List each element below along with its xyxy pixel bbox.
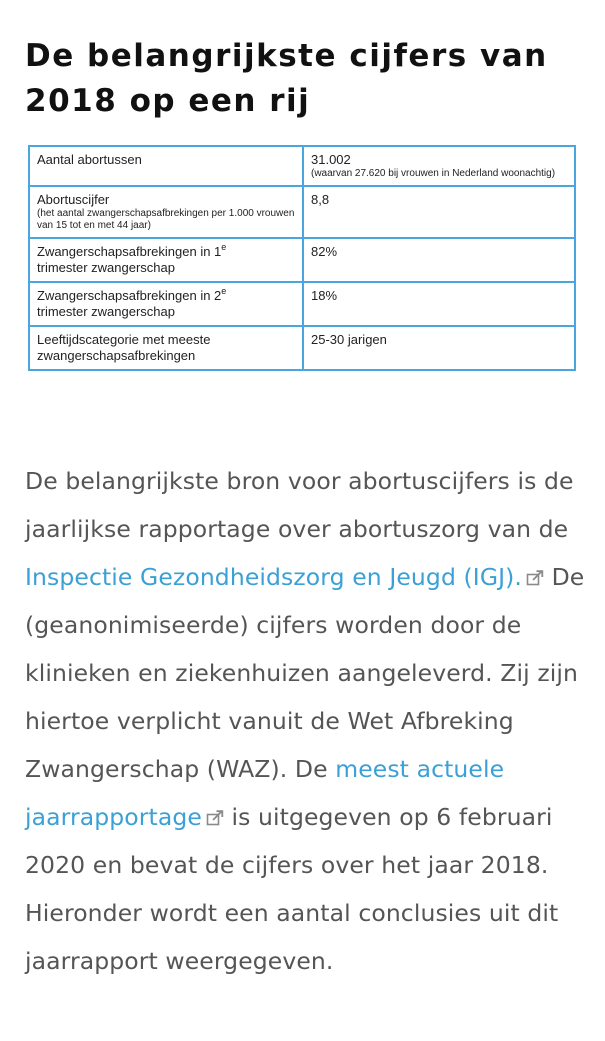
row-label: Leeftijdscategorie met meeste zwangerschapsafbrekingen <box>37 332 211 363</box>
table-cell-value <box>303 282 575 326</box>
table-row <box>29 186 575 238</box>
table-cell-label <box>29 146 303 186</box>
row-label-note: (het aantal zwangerschapsafbrekingen per 1.000 vrouwen van 15 tot en met 44 jaar) <box>37 208 295 231</box>
row-value: 31.002 <box>311 152 351 167</box>
paragraph-text: is uitgegeven op 6 februari 2020 en bevat de cijfers over het jaar 2018. Hieronder wordt een aantal conclusies uit dit jaarrapport weergegeven. <box>25 803 559 975</box>
row-label: Zwangerschapsafbrekingen in 2 <box>37 288 222 303</box>
table-cell-label <box>29 186 303 238</box>
annual-report-link[interactable]: meest actuele jaarrapportage <box>25 755 505 831</box>
row-value: 25-30 jarigen <box>311 332 387 347</box>
key-figures-table <box>28 145 576 371</box>
external-link-icon[interactable] <box>526 554 544 570</box>
table-cell-value <box>303 326 575 370</box>
table-cell-label <box>29 238 303 282</box>
row-value-note: (waarvan 27.620 bij vrouwen in Nederland woonachtig) <box>311 168 556 179</box>
table-cell-value <box>303 186 575 238</box>
row-label-superscript: e <box>221 286 227 296</box>
paragraph-text: De belangrijkste bron voor abortuscijfers is de jaarlijkse rapportage over abortuszorg van de <box>25 467 574 543</box>
row-value: 18% <box>311 288 338 303</box>
row-label: Aantal abortussen <box>37 152 142 167</box>
table-cell-label <box>29 326 303 370</box>
row-label: Abortuscijfer <box>37 192 110 207</box>
row-label-continued: trimester zwangerschap <box>37 260 175 275</box>
table-cell-value <box>303 238 575 282</box>
paragraph-text: De (geanonimiseerde) cijfers worden door de klinieken en ziekenhuizen aangeleverd. Zij zijn hiertoe verplicht vanuit de Wet Afbreking Zwangerschap (WAZ). De <box>25 563 585 783</box>
table-cell-value <box>303 146 575 186</box>
external-link-icon[interactable] <box>206 794 224 810</box>
table-cell-label <box>29 282 303 326</box>
table-row <box>29 282 575 326</box>
table-row <box>29 238 575 282</box>
page-title: De belangrijkste cijfers van 2018 op een rij <box>25 38 548 119</box>
row-label: Zwangerschapsafbrekingen in 1 <box>37 244 222 259</box>
igj-link[interactable]: Inspectie Gezondheidszorg en Jeugd (IGJ). <box>25 563 523 591</box>
table-row <box>29 326 575 370</box>
row-label-superscript: e <box>221 242 227 252</box>
body-paragraph <box>25 457 590 985</box>
table-row <box>29 146 575 186</box>
row-value: 82% <box>311 244 338 259</box>
row-value: 8,8 <box>311 192 330 207</box>
row-label-continued: trimester zwangerschap <box>37 304 175 319</box>
